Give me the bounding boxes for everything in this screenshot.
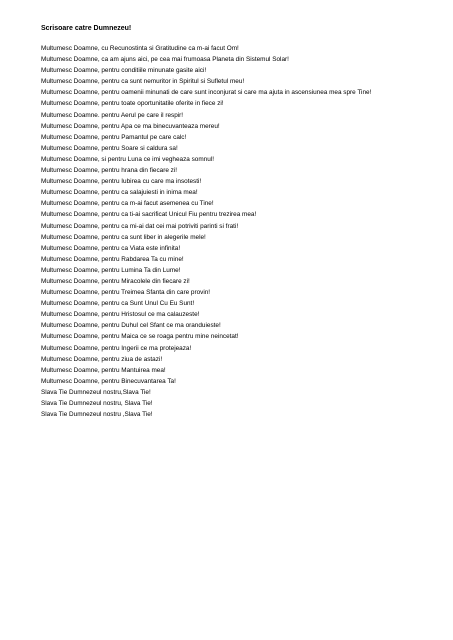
text-line: Multumesc Doamne, pentru Pamantul pe care calc! bbox=[41, 133, 187, 141]
text-line: Multumesc Doamne, pentru Mantuirea mea! bbox=[41, 366, 166, 374]
text-line: Multumesc Doamne, pentru ca m-ai facut asemenea cu Tine! bbox=[41, 200, 214, 208]
text-line: Multumesc Doamne, pentru Lumina Ta din Lume! bbox=[41, 266, 181, 274]
text-line: Multumesc Doamne, pentru Soare si caldura sa! bbox=[41, 144, 178, 152]
text-line: Multumesc Doamne, pentru Rabdarea Ta cu mine! bbox=[41, 255, 184, 263]
text-line: Slava Tie Dumnezeul nostru,Slava Tie! bbox=[41, 388, 151, 396]
text-line: Multumesc Doamne, pentru Hristosul ce ma calauzeste! bbox=[41, 311, 200, 319]
text-line: Multumesc Doamne, pentru Iubirea cu care ma insotesti! bbox=[41, 178, 202, 186]
text-line: Multumesc Doamne, pentru Miracolele din fiecare zi! bbox=[41, 277, 190, 285]
text-line: Multumesc Doamne, pentru Treimea Sfanta din care provin! bbox=[41, 289, 211, 297]
text-line: Multumesc Doamne, pentru Binecuvantarea Ta! bbox=[41, 377, 176, 385]
text-line: Multumesc Doamne, pentru ca sunt liber in alegerile mele! bbox=[41, 233, 206, 241]
text-line: Multumesc Doamne, pentru ziua de astazi! bbox=[41, 355, 163, 363]
text-line: Multumesc Doamne, pentru toate oportunitatile oferite in fiece zi! bbox=[41, 100, 224, 108]
text-line: Multumesc Doamne, pentru ca ti-ai sacrificat Unicul Fiu pentru trezirea mea! bbox=[41, 211, 257, 219]
document-page bbox=[41, 24, 446, 420]
text-line: Multumesc Doamne, pentru ca salajuiesti in inima mea! bbox=[41, 189, 198, 197]
text-line: Multumesc Doamne, pentru Maica ce se roaga pentru mine neincetat! bbox=[41, 333, 239, 341]
text-line: Multumesc Doamne, pentru conditiile minunate gasite aici! bbox=[41, 67, 207, 75]
text-line: Multumesc Doamne, pentru oamenii minunati de care sunt inconjurat si care ma ajuta in ascensiunea mea spre Tine! bbox=[41, 89, 372, 97]
document-title: Scrisoare catre Dumnezeu! bbox=[41, 25, 132, 32]
text-line: Multumesc Doamne, pentru hrana din fiecare zi! bbox=[41, 167, 178, 175]
text-line: Multumesc Doamne, pentru ca sunt nemuritor in Spiritul si Sufletul meu! bbox=[41, 78, 245, 86]
text-line: Multumesc Doamne, pentru Apa ce ma binecuvanteaza mereu! bbox=[41, 122, 220, 130]
text-line: Multumesc Doamne, pentru ca Viata este infinita! bbox=[41, 244, 181, 252]
document-body bbox=[41, 43, 446, 420]
text-line: Multumesc Doamne, pentru Duhul cel Sfant ce ma oranduieste! bbox=[41, 322, 221, 330]
text-line: Multumesc Doamne, si pentru Luna ce imi vegheaza somnul! bbox=[41, 155, 214, 163]
text-line: Slava Tie Dumnezeul nostru, Slava Tie! bbox=[41, 400, 153, 407]
text-line: Multumesc Doamne, pentru Ingerii ce ma protejeaza! bbox=[41, 344, 192, 352]
text-line: Multumesc Doamne. pentru Aerul pe care il respir! bbox=[41, 111, 184, 119]
text-line: Multumesc Doamne, pentru ca Sunt Unul Cu Eu Sunt! bbox=[41, 300, 195, 308]
text-line: Slava Tie Dumnezeul nostru ,Slava Tie! bbox=[41, 411, 153, 419]
text-line: Multumesc Doamne, pentru ca mi-ai dat cei mai potriviti parinti si frati! bbox=[41, 222, 239, 230]
text-line: Multumesc Doamne, cu Recunostinta si Gratitudine ca m-ai facut Om! bbox=[41, 45, 239, 52]
text-line: Multumesc Doamne, ca am ajuns aici, pe cea mai frumoasa Planeta din Sistemul Solar! bbox=[41, 56, 289, 64]
